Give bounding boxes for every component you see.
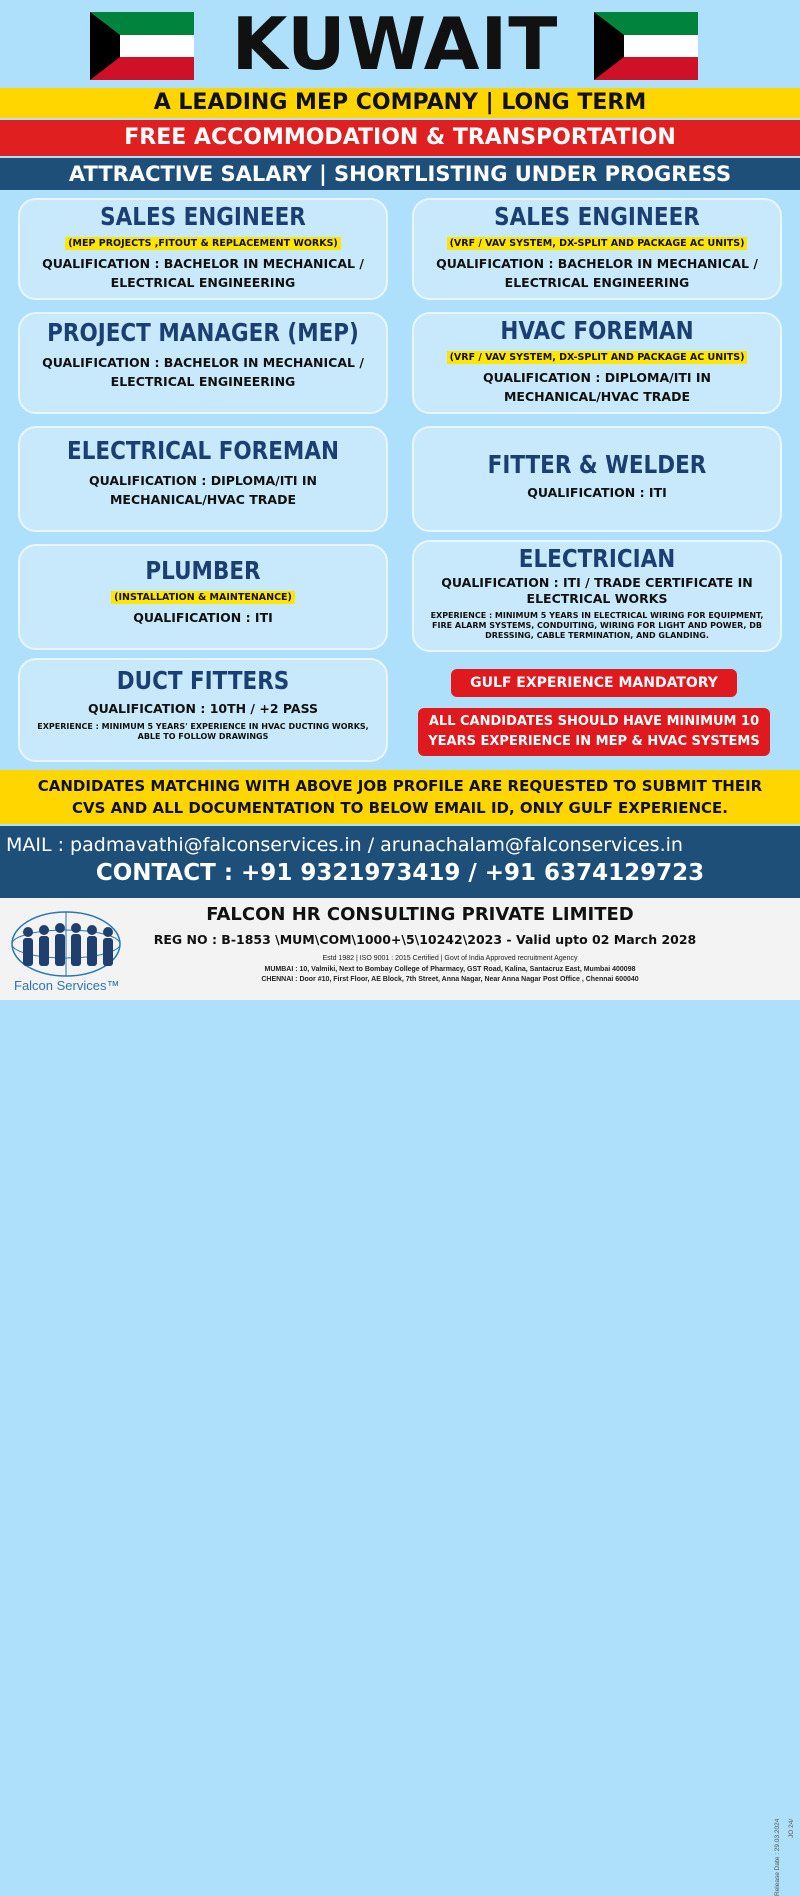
job-qualification-cont: ELECTRICAL WORKS (526, 591, 668, 606)
gulf-experience-notice: GULF EXPERIENCE MANDATORY (451, 669, 737, 697)
job-title: SALES ENGINEER (494, 202, 700, 231)
logo-text: Falcon Services™ (14, 978, 120, 993)
job-title: PLUMBER (145, 556, 261, 585)
job-card-sales-engineer-mep (18, 198, 388, 300)
job-card-sales-engineer-vrf (412, 198, 782, 300)
email-contact[interactable]: MAIL : padmavathi@falconservices.in / arunachalam@falconservices.in (6, 834, 683, 856)
job-qualification: QUALIFICATION : BACHELOR IN MECHANICAL / (42, 256, 364, 271)
company-name: FALCON HR CONSULTING PRIVATE LIMITED (206, 904, 634, 925)
job-qualification: QUALIFICATION : DIPLOMA/ITI IN (482, 370, 712, 385)
job-card-fitter-welder (412, 426, 782, 532)
contact-section (0, 826, 800, 898)
job-qualification: QUALIFICATION : DIPLOMA/ITI IN (88, 473, 318, 488)
job-title: HVAC FOREMAN (500, 316, 694, 345)
job-qualification: QUALIFICATION : ITI (133, 610, 273, 625)
header (0, 0, 800, 88)
company-banner: A LEADING MEP COMPANY | LONG TERM (0, 88, 800, 118)
job-card-electrician (412, 540, 782, 652)
job-qualification-cont: ELECTRICAL ENGINEERING (110, 275, 296, 290)
job-title: SALES ENGINEER (100, 202, 306, 231)
job-title: PROJECT MANAGER (MEP) (47, 318, 359, 347)
page-title: KUWAIT (231, 2, 559, 86)
job-card-plumber (18, 544, 388, 650)
notice-line: ALL CANDIDATES SHOULD HAVE MINIMUM 10 (428, 714, 760, 729)
job-qualification-cont: MECHANICAL/HVAC TRADE (109, 492, 296, 507)
certifications: Estd 1982 | ISO 9001 : 2015 Certified | Govt of India Approved recruitment Agency (322, 955, 578, 962)
job-title: ELECTRICAL FOREMAN (67, 436, 339, 465)
minimum-experience-notice (418, 708, 770, 756)
job-qualification: QUALIFICATION : BACHELOR IN MECHANICAL / (436, 256, 758, 271)
job-qualification: QUALIFICATION : ITI (527, 485, 667, 500)
job-qualification: QUALIFICATION : 10TH / +2 PASS (87, 701, 319, 716)
registration-number: REG NO : B-1853 \MUM\COM\1000+\5\10242\2023 - Valid upto 02 March 2028 (153, 932, 697, 947)
job-card-electrical-foreman (18, 426, 388, 532)
job-subtitle: (VRF / VAV SYSTEM, DX-SPLIT AND PACKAGE AC UNITS) (447, 237, 748, 250)
job-title: DUCT FITTERS (116, 666, 290, 695)
apply-instructions (0, 770, 800, 824)
job-subtitle: (INSTALLATION & MAINTENANCE) (111, 591, 295, 604)
mumbai-address: MUMBAI : 10, Valmiki, Next to Bombay College of Pharmacy, GST Road, Kalina, Santacruz East, Mumbai 400098 (264, 966, 636, 973)
apply-line: CVS AND ALL DOCUMENTATION TO BELOW EMAIL ID, ONLY GULF EXPERIENCE. (72, 799, 728, 817)
job-qualification: QUALIFICATION : ITI / TRADE CERTIFICATE IN (441, 575, 753, 590)
job-title: FITTER & WELDER (487, 450, 707, 479)
notice-line: YEARS EXPERIENCE IN MEP & HVAC SYSTEMS (428, 734, 760, 749)
job-order-id: JO 24/ (788, 1818, 795, 1838)
benefits-banner: FREE ACCOMMODATION & TRANSPORTATION (0, 120, 800, 156)
job-experience: EXPERIENCE : MINIMUM 5 YEARS IN ELECTRICAL WIRING FOR EQUIPMENT, FIRE ALARM SYSTEMS, CONDUITING, WIRING FOR LIGHT AND POWER, DB DRESSING, CABLE TERMINATION, AND GLANDING. (430, 611, 764, 640)
job-subtitle: (VRF / VAV SYSTEM, DX-SPLIT AND PACKAGE AC UNITS) (447, 351, 748, 364)
job-qualification: QUALIFICATION : BACHELOR IN MECHANICAL / (42, 355, 364, 370)
job-card-duct-fitters (18, 658, 388, 762)
chennai-address: CHENNAI : Door #10, First Floor, AE Block, 7th Street, Anna Nagar, Near Anna Nagar Post Office , Chennai 600040 (261, 976, 639, 983)
job-qualification-cont: MECHANICAL/HVAC TRADE (503, 389, 690, 404)
kuwait-flag-icon (90, 12, 194, 80)
kuwait-flag-icon (594, 12, 698, 80)
footer (0, 898, 800, 1896)
job-qualification-cont: ELECTRICAL ENGINEERING (110, 374, 296, 389)
job-card-hvac-foreman (412, 312, 782, 414)
job-title: ELECTRICIAN (518, 544, 676, 573)
status-banner: ATTRACTIVE SALARY | SHORTLISTING UNDER PROGRESS (0, 158, 800, 190)
job-card-project-manager (18, 312, 388, 414)
job-experience: EXPERIENCE : MINIMUM 5 YEARS' EXPERIENCE IN HVAC DUCTING WORKS, ABLE TO FOLLOW DRAWINGS (37, 722, 369, 741)
phone-contact[interactable]: CONTACT : +91 9321973419 / +91 6374129723 (95, 860, 705, 886)
apply-line: CANDIDATES MATCHING WITH ABOVE JOB PROFILE ARE REQUESTED TO SUBMIT THEIR (37, 777, 763, 795)
job-qualification-cont: ELECTRICAL ENGINEERING (504, 275, 690, 290)
release-date: Release Date : 29.03.2024 (774, 1818, 781, 1896)
job-subtitle: (MEP PROJECTS ,FITOUT & REPLACEMENT WORKS) (65, 237, 341, 250)
